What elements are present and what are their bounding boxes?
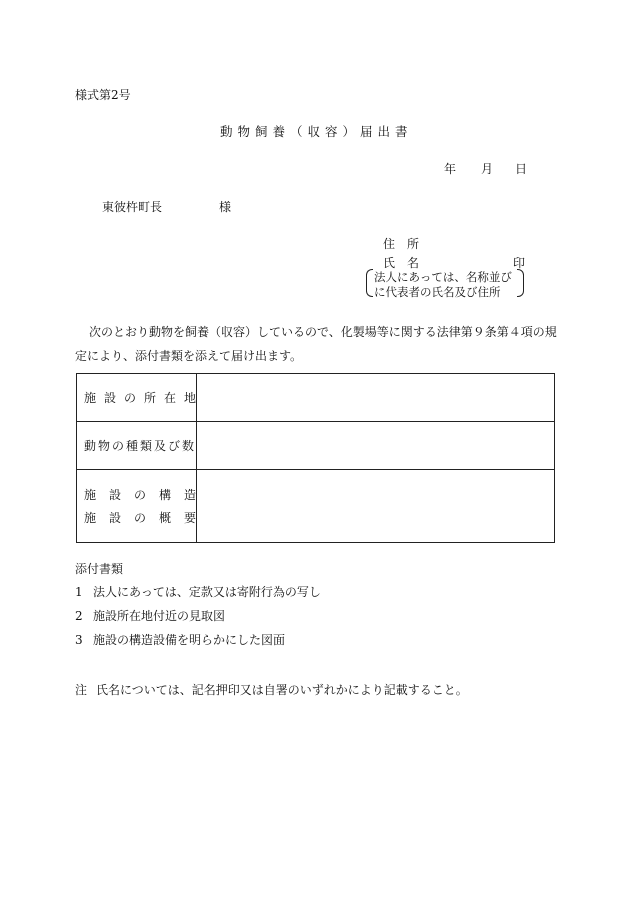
footnote-text: 氏名については、記名押印又は自署のいずれかにより記載すること。 <box>96 683 468 697</box>
table-row <box>77 422 554 470</box>
attachments-heading: 添付書類 <box>75 562 124 576</box>
form-number: 様式第2号 <box>75 88 131 102</box>
date-month-label: 月 <box>481 162 494 176</box>
recipient-honorific: 様 <box>219 200 232 214</box>
list-item-text: 施設の構造設備を明らかにした図面 <box>93 633 286 647</box>
facility-structure-label: 施設の構造 <box>84 488 210 502</box>
recipient-name: 東彼杵町長 <box>102 200 163 214</box>
facility-location-field[interactable] <box>198 374 554 421</box>
seal-label: 印 <box>513 256 526 270</box>
table-label-cell <box>77 374 205 421</box>
date-day-label: 日 <box>515 162 528 176</box>
animal-type-count-field[interactable] <box>198 422 554 469</box>
list-item <box>75 583 321 600</box>
facility-structure-field[interactable] <box>198 470 554 542</box>
list-item-text: 法人にあっては、定款又は寄附行為の写し <box>93 585 321 599</box>
corporate-note <box>366 268 524 298</box>
facility-location-label: 施設の所在地 <box>84 391 205 405</box>
body-paragraph: 次のとおり動物を飼養（収容）しているので、化製場等に関する法律第９条第４項の規定により、添付書類を添えて届け出ます。 <box>75 325 557 363</box>
facility-overview-label: 施設の概要 <box>84 511 210 525</box>
footnote-label: 注 <box>75 683 88 697</box>
address-label: 住所 <box>383 237 432 251</box>
right-bracket-icon <box>517 269 524 297</box>
date-year-label: 年 <box>444 162 457 176</box>
corporate-note-line-1: 法人にあっては、名称並び <box>374 270 512 284</box>
list-item <box>75 631 285 648</box>
list-item-number: 2 <box>75 609 83 623</box>
table-label-cell <box>77 422 197 469</box>
list-item <box>75 607 225 624</box>
facility-info-table <box>76 373 555 543</box>
left-bracket-icon <box>366 269 373 297</box>
list-item-number: 1 <box>75 585 83 599</box>
list-item-number: 3 <box>75 633 83 647</box>
footnote <box>75 681 468 698</box>
page-title: 動物飼養（収容）届出書 <box>220 124 413 139</box>
table-row <box>77 470 554 542</box>
name-label: 氏名 <box>383 256 432 270</box>
list-item-text: 施設所在地付近の見取図 <box>93 609 226 623</box>
table-label-cell <box>77 470 210 542</box>
animal-type-count-label: 動物の種類及び数 <box>84 439 197 453</box>
corporate-note-line-2: に代表者の氏名及び住所 <box>374 285 501 299</box>
table-row <box>77 374 554 422</box>
